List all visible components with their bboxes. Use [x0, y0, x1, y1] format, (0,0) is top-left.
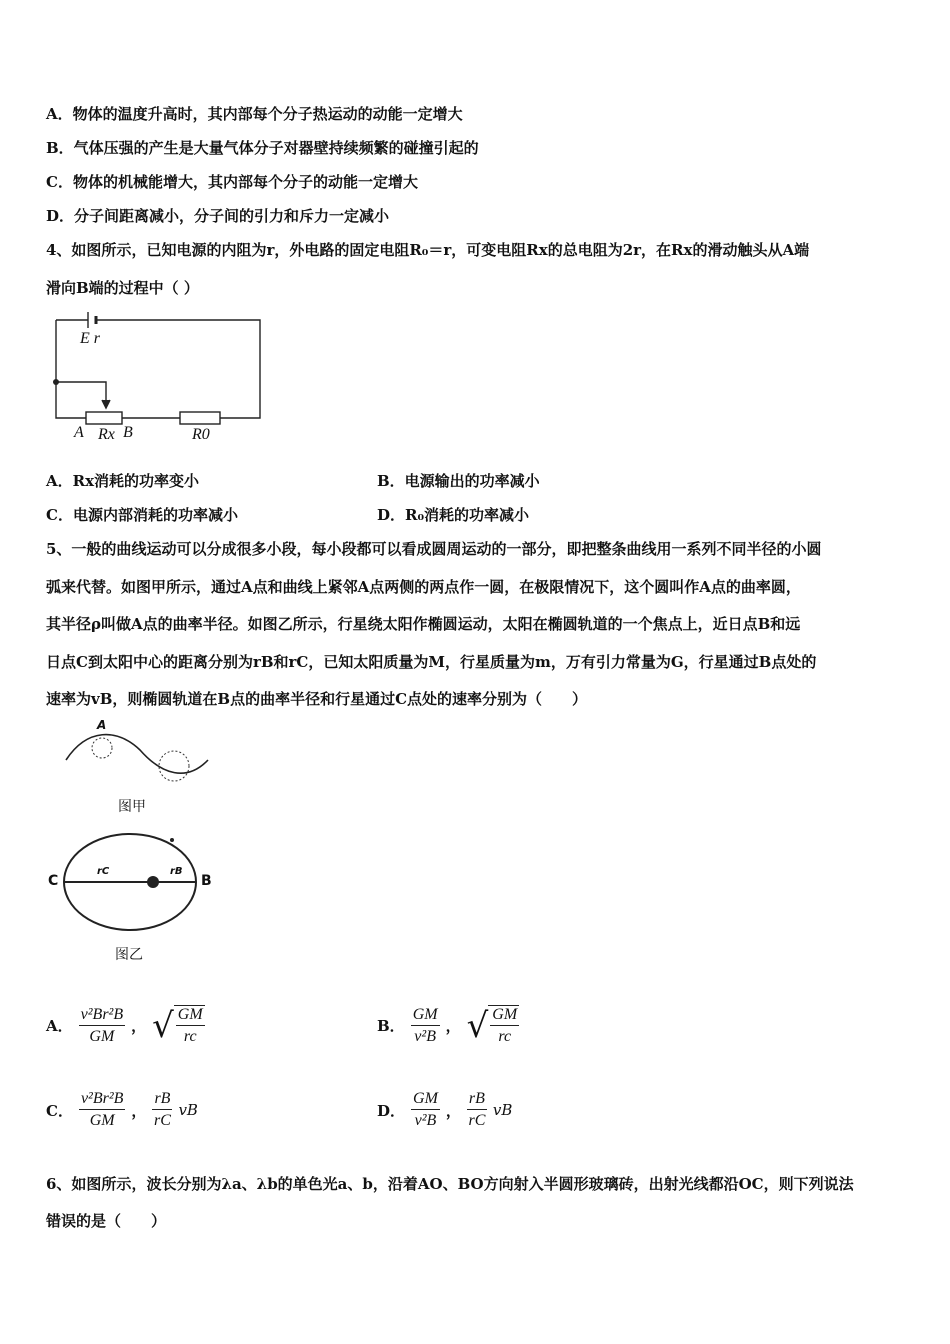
fig2-label-rb: rB: [170, 866, 183, 877]
circuit-label-b: B: [123, 424, 133, 441]
circuit-label-a: A: [74, 424, 84, 441]
option-d-letter: D．: [377, 1101, 406, 1120]
option-a-letter: A．: [46, 1017, 73, 1035]
fraction: $\frac{\text{v²Br²B}}{GM}$: [80, 1005, 124, 1045]
q6-stem-line2: 错误的是（ ）: [46, 1212, 167, 1230]
curvature-curve-figure: [62, 720, 212, 790]
circuit-label-er: E r: [80, 330, 100, 347]
q3-option-a: A．物体的温度升高时，其内部每个分子热运动的动能一定增大: [46, 105, 463, 123]
fig1-caption: 图甲: [118, 799, 146, 815]
q4-option-a: A．Rx消耗的功率变小: [46, 472, 200, 490]
option-b-letter: B．: [377, 1017, 405, 1035]
q5-option-c: C． $\frac{\text{v²Br²B}}{GM}$ ， $\frac{rB}{rC}$ vB: [46, 1090, 198, 1129]
q4-option-d: D．R₀消耗的功率减小: [377, 506, 530, 524]
q4-option-c: C．电源内部消耗的功率减小: [46, 506, 238, 524]
q5-stem-line1: 5、一般的曲线运动可以分成很多小段，每小段都可以看成圆周运动的一部分，即把整条曲线用一系列不同半径的小圆: [46, 540, 822, 558]
q4-stem-line2: 滑向B端的过程中（ ）: [46, 279, 199, 297]
q5-stem-line4: 日点C到太阳中心的距离分别为rB和rC，已知太阳质量为M，行星质量为m，万有引力常量为G，行星通过B点处的: [46, 653, 817, 671]
fig1-point-a: A: [97, 718, 107, 732]
option-c-letter: C．: [46, 1101, 73, 1120]
q4-option-b: B．电源输出的功率减小: [377, 472, 540, 490]
ellipse-orbit-figure: [60, 830, 200, 935]
circuit-label-r0: R0: [192, 426, 210, 443]
q3-option-b: B．气体压强的产生是大量气体分子对器壁持续频繁的碰撞引起的: [46, 139, 479, 157]
q5-option-b: B． $\frac{GM}{\text{v²B}}$ ， √ $\frac{GM}{rc}$: [377, 1005, 518, 1046]
fraction: $\frac{\text{v²Br²B}}{GM}$: [80, 1090, 124, 1129]
fig2-label-b: B: [201, 873, 212, 889]
fig2-label-c: C: [48, 873, 59, 889]
q5-option-d: D． $\frac{GM}{\text{v²B}}$ ， $\frac{rB}{rC}$ vB: [377, 1090, 513, 1129]
q4-stem-line1: 4、如图所示，已知电源的内阻为r，外电路的固定电阻R₀＝r，可变电阻Rx的总电阻为2r，在Rx的滑动触头从A端: [46, 241, 810, 259]
fraction: $\frac{rB}{rC}$: [468, 1090, 486, 1129]
fraction: $\frac{GM}{\text{v²B}}$: [413, 1090, 438, 1129]
q5-option-a: A． $\frac{\text{v²Br²B}}{GM}$ ， √ $\frac{GM}{rc}$: [46, 1005, 203, 1046]
q5-stem-line5: 速率为vB，则椭圆轨道在B点的曲率半径和行星通过C点处的速率分别为（ ）: [46, 690, 588, 708]
sun-dot: [147, 876, 159, 888]
fig2-caption: 图乙: [115, 947, 143, 963]
q3-option-d: D．分子间距离减小，分子间的引力和斥力一定减小: [46, 207, 390, 225]
sqrt: √ $\frac{GM}{rc}$: [466, 1005, 518, 1046]
q5-stem-line3: 其半径ρ叫做A点的曲率半径。如图乙所示，行星绕太阳作椭圆运动，太阳在椭圆轨道的一个焦点上，近日点B和远: [46, 615, 801, 633]
q3-option-c: C．物体的机械能增大，其内部每个分子的动能一定增大: [46, 173, 418, 191]
junction-dot: [53, 379, 59, 385]
q5-stem-line2: 弧来代替。如图甲所示，通过A点和曲线上紧邻A点两侧的两点作一圆，在极限情况下，这个圆叫作A点的曲率圆，: [46, 578, 801, 596]
planet-dot: [170, 838, 174, 842]
fig2-label-rc: rC: [97, 866, 110, 877]
fraction: $\frac{rB}{rC}$: [153, 1090, 171, 1129]
fraction: $\frac{GM}{\text{v²B}}$: [412, 1005, 438, 1045]
sqrt: √ $\frac{GM}{rc}$: [152, 1005, 203, 1046]
circuit-label-rx: Rx: [98, 426, 115, 443]
q6-stem-line1: 6、如图所示，波长分别为λa、λb的单色光a、b，沿着AO、BO方向射入半圆形玻璃砖，出射光线都沿OC，则下列说法: [46, 1175, 854, 1193]
